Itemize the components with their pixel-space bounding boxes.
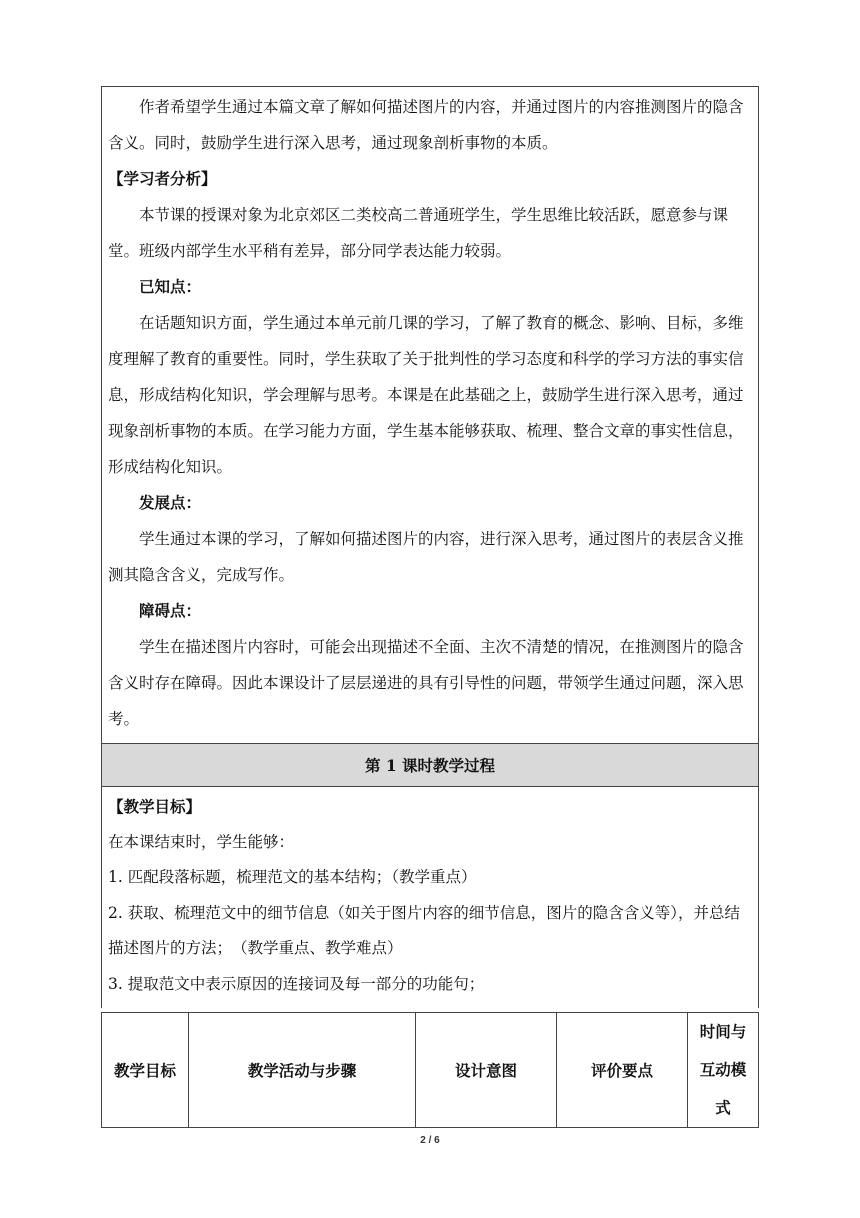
page-number: 2 / 6 xyxy=(420,1135,440,1146)
lesson-process-header xyxy=(102,743,758,787)
objectives-section xyxy=(102,787,758,1008)
col-time-mode xyxy=(688,1013,759,1128)
known-points-label: 已知点： xyxy=(139,277,202,296)
col-evaluation: 评价要点 xyxy=(557,1013,688,1128)
objective-item: 1. 匹配段落标题，梳理范文的基本结构；（教学重点） xyxy=(108,868,477,886)
known-points-paragraph: 在话题知识方面，学生通过本单元前几课的学习，了解了教育的概念、影响、目标，多维度理解了教育的重要性。同时，学生获取了关于批判性的学习态度和科学的学习方法的事实信息，形成结构化知识，学会理解与思考。本课是在此基础之上，鼓励学生进行深入思考，通过现象剖析事物的本质。在学习能力方面，学生基本能够获取、梳理、整合文章的事实性信息，形成结构化知识。 xyxy=(108,314,744,476)
process-table-header xyxy=(101,1012,759,1128)
objective-item: 3. 提取范文中表示原因的连接词及每一部分的功能句； xyxy=(108,974,485,993)
obstacle-points-label: 障碍点： xyxy=(139,601,202,620)
learner-analysis-heading: 【学习者分析】 xyxy=(108,169,217,188)
table-header-row xyxy=(102,1013,759,1128)
document-frame xyxy=(101,86,759,1008)
col-time-mode-line: 互动模 xyxy=(699,1060,747,1079)
development-points-label: 发展点： xyxy=(139,493,202,512)
learner-analysis-paragraph: 本节课的授课对象为北京郊区二类校高二普通班学生，学生思维比较活跃，愿意参与课堂。班级内部学生水平稍有差异，部分同学表达能力较弱。 xyxy=(108,206,729,260)
intro-paragraph: 作者希望学生通过本篇文章了解如何描述图片的内容，并通过图片的内容推测图片的隐含含义。同时，鼓励学生进行深入思考，通过现象剖析事物的本质。 xyxy=(108,98,744,152)
objectives-heading: 【教学目标】 xyxy=(108,797,202,816)
development-points-paragraph: 学生通过本课的学习，了解如何描述图片的内容，进行深入思考，通过图片的表层含义推测其隐含含义，完成写作。 xyxy=(108,530,744,584)
col-time-mode-line: 时间与 xyxy=(699,1022,747,1041)
analysis-section xyxy=(102,87,758,743)
objectives-intro: 在本课结束时，学生能够： xyxy=(108,832,295,851)
col-design-intent: 设计意图 xyxy=(416,1013,557,1128)
obstacle-points-paragraph: 学生在描述图片内容时，可能会出现描述不全面、主次不清楚的情况，在推测图片的隐含含义时存在障碍。因此本课设计了层层递进的具有引导性的问题，带领学生通过问题，深入思考。 xyxy=(108,638,744,728)
lesson-process-title: 第 1 课时教学过程 xyxy=(364,756,496,775)
col-activities: 教学活动与步骤 xyxy=(189,1013,416,1128)
objective-item: 2. 获取、梳理范文中的细节信息（如关于图片内容的细节信息，图片的隐含含义等），并总结描述图片的方法； （教学重点、教学难点） xyxy=(108,903,740,957)
col-objectives: 教学目标 xyxy=(102,1013,189,1128)
col-time-mode-line: 式 xyxy=(715,1098,731,1117)
